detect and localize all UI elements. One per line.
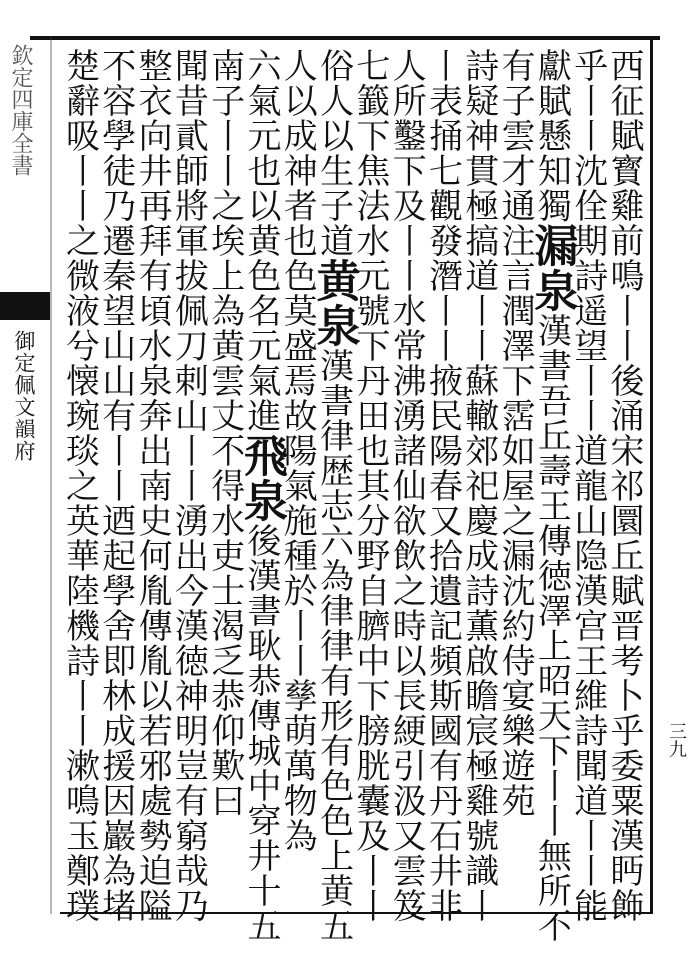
entry-headword: 泉 [526,268,578,313]
text-run: 不容學徒乃遷秦望山山有丨丨迺起學舍即林成援因巖為堵 [95,48,136,923]
text-run: 丨表捅七觀發潛丨丨掖民陽春又拾遺記頻斯國有丹石井非 [422,48,463,923]
text-column [422,48,463,923]
text-run: 六氣元也以黄色名元氣進 [241,48,281,433]
text-column [567,48,608,923]
text-run: 後漢書耿恭傳城中穿井十五 [241,523,281,943]
text-column [236,48,287,943]
text-column [604,48,644,923]
entry-headword: 泉 [308,303,360,348]
text-run: 整衣向井再拜有頃水泉奔出南史何胤傳胤以若邪處勢迫隘 [132,48,173,923]
text-run: 楚辭吸丨丨之微液兮懐琬琰之英華陸機詩丨丨漱鳴玉鄭璞 [59,48,100,923]
text-run: 乎丨丨沈佺期詩遥望丨丨道龍山隐漢宫王維詩聞道丨丨能 [567,48,608,923]
text-run: 人所鑿下及丨丨水常沸湧諸仙欲飲之時以長綆引汲又雲笈 [386,48,427,923]
text-run: 丈不得水吏士渴乏恭仰歎曰 [204,398,245,818]
text-run: 漢書律歴志六為律律有形有色色上黄五 [313,348,354,943]
text-column [386,48,427,923]
text-run: 有子雲才 [495,48,536,188]
text-run: 詩疑神貫極搞道丨丨蘇轍郊祀慶成詩薫啟瞻宸極雞號識丨 [458,48,499,923]
entry-headword: 飛 [236,433,287,478]
entry-headword: 漏 [526,223,578,268]
text-column [458,48,499,923]
page-frame-top [30,36,660,40]
text-column [349,48,390,923]
folio-band [0,292,50,320]
entry-headword: 泉 [236,478,287,523]
text-column [495,48,535,906]
page-number: 三九 [666,722,687,758]
text-column [59,48,100,923]
page-frame-left [50,36,52,914]
text-column [308,48,360,943]
text-run: 俗人以生子道 [313,48,354,258]
text-column [205,48,245,906]
text-column [132,48,173,923]
text-run: 通注言潤澤下霑如屋之漏沈約侍宴樂遊苑 [495,188,536,818]
page-frame-right [650,36,653,914]
text-run: 七籖下焦法水元號下丹田也其分野自臍中下膀胱囊及丨丨 [349,48,390,923]
text-column [168,48,209,923]
text-column [526,48,578,943]
text-run: 人以成神者也 [277,48,318,258]
text-run: 西征賦寳雞前鳴丨丨後涌宋祁圜丘賦晋考卜乎委粟漢眄飾 [604,48,644,923]
book-title: 御定佩文韻府 [12,330,36,462]
text-column [95,48,136,923]
text-run: 南子丨丨之埃上為黄雲 [204,48,245,398]
text-run: 色莫盛焉故陽氣施種於丨丨孳萌萬物為 [277,258,318,853]
entry-headword: 黄 [308,258,360,303]
folio-text: 欽定四庫全書 [8,44,33,176]
text-run: 獻賦懸知獨 [531,48,572,223]
text-run: 漢書吾丘壽王傳徳澤上昭天下丨丨無所不 [531,313,572,943]
text-run: 聞昔貳師將軍拔佩刀剌山丨丨湧出今漢徳神明豈有窮哉乃 [168,48,209,923]
